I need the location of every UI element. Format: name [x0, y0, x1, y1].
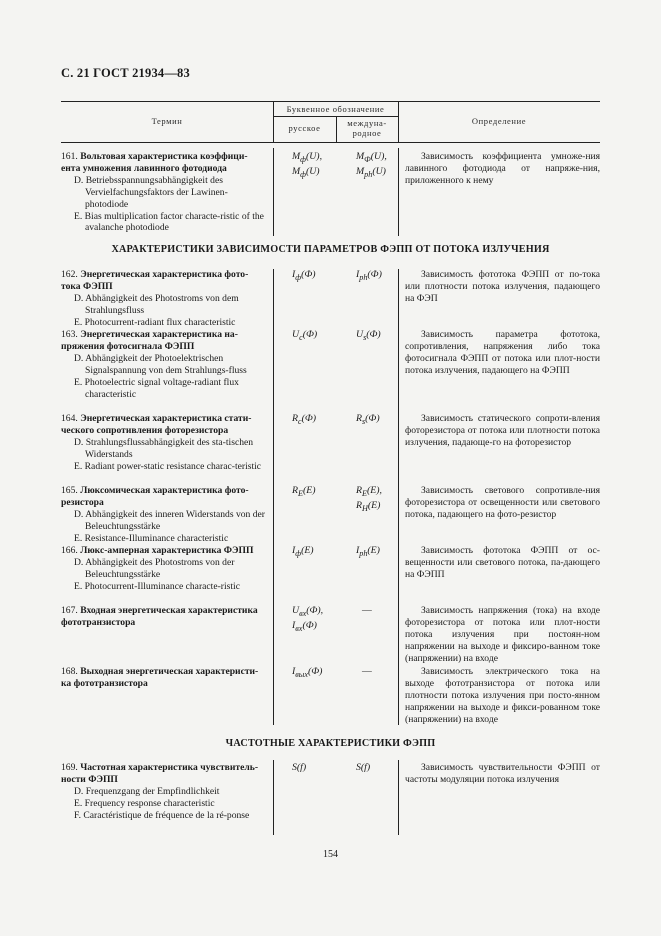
translation-de: D. Abhängigkeit des Photostroms von der Beleuchtungsstärke	[74, 556, 235, 580]
term-entry-163	[61, 329, 267, 400]
translation-de: D. Betriebsspannungsabhängigkeit des Vervielfachungsfaktors der Lawinen-photodiode	[74, 174, 228, 210]
term-title: резистора	[61, 496, 104, 508]
section-heading: ЧАСТОТНЫЕ ХАРАКТЕРИСТИКИ ФЭПП	[225, 738, 436, 749]
symbol-russian: $I_ф(Ф)$	[292, 269, 316, 282]
symbol-international: $R_s(Ф)$	[356, 413, 380, 426]
header-international-2: родное	[352, 128, 382, 138]
term-title: Входная энергетическая характеристика	[80, 605, 258, 616]
symbol-international: $I_{ph}(Ф)$	[356, 269, 382, 282]
symbol-russian: $U_{вх}(Ф)$, $I_{вх}(Ф)$	[292, 605, 324, 633]
table-top-rule	[61, 101, 600, 102]
term-line: 162. Энергетическая характеристика фото-	[61, 269, 249, 280]
header-term: Термин	[151, 116, 183, 126]
term-title: Энергетическая характеристика стати-	[80, 413, 252, 424]
term-line	[61, 678, 267, 690]
term-entry-161	[61, 151, 267, 234]
term-title: Энергетическая характеристика на-	[80, 329, 238, 340]
term-line	[61, 774, 267, 786]
translation-en: E. Photocurrent-Illuminance characte-ristic	[74, 580, 240, 592]
definition-167: Зависимость напряжения (тока) на входе фоторезистора от потока или плот-ности потока излучения при постоян-ном напряжении на выходе и фиксиро-ванном токе (напряжении) на входе	[405, 605, 600, 664]
term-title: Частотная характеристика чувствитель-	[80, 762, 259, 773]
translation-de: D. Abhängigkeit der Photoelektrischen Signalspannung von dem Strahlungs-fluss	[74, 352, 247, 376]
translation-de: D. Frequenzgang der Empfindlichkeit	[74, 785, 220, 797]
table-header-bottom-rule	[61, 142, 600, 143]
symbol-international: $U_s(Ф)$	[356, 329, 381, 342]
translation-fr: F. Caractéristique de fréquence de la ré-ponse	[74, 809, 250, 821]
symbol-international: $M_Ф(U)$, $M_{ph}(U)$	[356, 151, 387, 179]
term-line: 167. Входная энергетическая характеристика	[61, 605, 258, 616]
definition-168: Зависимость электрического тока на выходе фототранзистора от потока или плотности потока излучения при посто-янном напряжении на выходе и фикси-рованном токе (напряжении) на входе	[405, 666, 600, 725]
symbols-subheader-rule	[273, 116, 398, 117]
term-title: ческого сопротивления фоторезистора	[61, 424, 229, 436]
definition-169: Зависимость чувствительности ФЭПП от частоты модуляции потока излучения	[405, 762, 600, 785]
term-title: тока ФЭПП	[61, 280, 113, 292]
symbol-russian: $R_E(E)$	[292, 485, 316, 498]
section-heading: ХАРАКТЕРИСТИКИ ЗАВИСИМОСТИ ПАРАМЕТРОВ ФЭПП ОТ ПОТОКА ИЗЛУЧЕНИЯ	[111, 244, 550, 255]
column-divider	[398, 148, 399, 236]
term-entry-168	[61, 666, 267, 690]
term-line: 164. Энергетическая характеристика стати-	[61, 413, 252, 424]
column-divider	[273, 148, 274, 236]
term-title: пряжения фотосигнала ФЭПП	[61, 340, 195, 352]
term-title: Выходная энергетическая характеристи-	[80, 666, 259, 677]
column-divider	[273, 760, 274, 835]
term-line	[61, 281, 267, 293]
term-line	[61, 617, 267, 629]
column-divider	[398, 760, 399, 835]
definition-165: Зависимость светового сопротивле-ния фоторезистора от освещенности или светового потока, падающего на фото-резистор	[405, 485, 600, 520]
term-title: ента умножения лавинного фотодиода	[61, 162, 227, 174]
symbol-international: S(f)	[356, 762, 371, 773]
translation-en: E. Resistance-Illuminance characteristic	[74, 532, 229, 544]
translation-en: E. Radiant power-static resistance charac-teristic	[74, 460, 262, 472]
translation-de: D. Strahlungsflussabhängigkeit des sta-tischen Widerstands	[74, 436, 254, 460]
symbol-international: $R_E(E)$, $R_H(E)$	[356, 485, 382, 513]
term-line	[61, 497, 267, 509]
symbol-russian: $U_с(Ф)$	[292, 329, 318, 342]
definition-166: Зависимость фототока ФЭПП от ос-вещенности или светового потока, па-дающего на ФЭПП	[405, 545, 600, 580]
header-russian: русское	[288, 123, 321, 133]
term-line: 166. Люкс-амперная характеристика ФЭПП	[61, 545, 254, 556]
page-header: С. 21 ГОСТ 21934—83	[61, 66, 190, 80]
term-title: ности ФЭПП	[61, 773, 118, 785]
page-number: 154	[323, 849, 338, 860]
term-line: 168. Выходная энергетическая характеристи-	[61, 666, 259, 677]
symbol-russian: $I_{вых}(Ф)$	[292, 666, 323, 679]
translation-en: E. Photocurrent-radiant flux characteristic	[74, 316, 236, 328]
translation-de: D. Abhängigkeit des inneren Widerstands von der Beleuchtungsstärke	[74, 508, 266, 532]
header-international-1: междуна-	[347, 118, 387, 128]
term-entry-162	[61, 269, 267, 329]
term-line: 169. Частотная характеристика чувствитель-	[61, 762, 259, 773]
term-line: 165. Люксомическая характеристика фото-	[61, 485, 249, 496]
translation-de: D. Abhängigkeit des Photostroms von dem Strahlungsfluss	[74, 292, 239, 316]
translation-en: E. Photoelectric signal voltage-radiant flux characteristic	[74, 376, 239, 400]
definition-162: Зависимость фототока ФЭПП от по-тока или плотности потока излучения, падающего на ФЭП	[405, 269, 600, 304]
term-title: Энергетическая характеристика фото-	[80, 269, 249, 280]
translation-en: E. Frequency response characteristic	[74, 797, 215, 809]
term-line	[61, 163, 267, 175]
term-title: фототранзистора	[61, 616, 136, 628]
definition-163: Зависимость параметра фототока, сопротивления, напряжения либо тока фотосигнала ФЭПП от потока или плот-ности потока излучения, падающего на ФЭПП	[405, 329, 600, 376]
definition-164: Зависимость статического сопроти-вления фоторезистора от потока или плотности потока излучения, падающе-го на фоторезистор	[405, 413, 600, 448]
term-line: 163. Энергетическая характеристика на-	[61, 329, 238, 340]
symbol-russian: $R_с(Ф)$	[292, 413, 317, 426]
term-entry-169	[61, 762, 267, 822]
term-line	[61, 341, 267, 353]
term-line: 161. Вольтовая характеристика коэффици-	[61, 151, 248, 162]
term-title: ка фототранзистора	[61, 677, 148, 689]
symbol-international: —	[362, 666, 372, 677]
term-title: Люкс-амперная характеристика ФЭПП	[80, 545, 254, 556]
term-entry-166	[61, 545, 267, 593]
term-entry-167	[61, 605, 267, 629]
term-title: Вольтовая характеристика коэффици-	[80, 151, 248, 162]
header-symbols: Буквенное обозначение	[286, 104, 385, 114]
term-title: Люксомическая характеристика фото-	[80, 485, 249, 496]
column-divider	[398, 269, 399, 725]
term-entry-164	[61, 413, 267, 473]
definition-161: Зависимость коэффициента умноже-ния лавинного фотодиода от напряже-ния, приложенного к нему	[405, 151, 600, 186]
term-line	[61, 425, 267, 437]
symbol-international: —	[362, 605, 372, 616]
symbol-russian: $I_ф(E)$	[292, 545, 314, 558]
translation-en: E. Bias multiplication factor characte-ristic of the avalanche photodiode	[74, 210, 264, 234]
term-entry-165	[61, 485, 267, 545]
symbol-russian: S(f)	[292, 762, 307, 773]
symbol-russian: $M_ф(U)$, $M_ф(U)$	[292, 151, 323, 179]
header-definition: Определение	[471, 116, 527, 126]
column-divider	[273, 269, 274, 725]
symbol-international: $I_{ph}(E)$	[356, 545, 380, 558]
